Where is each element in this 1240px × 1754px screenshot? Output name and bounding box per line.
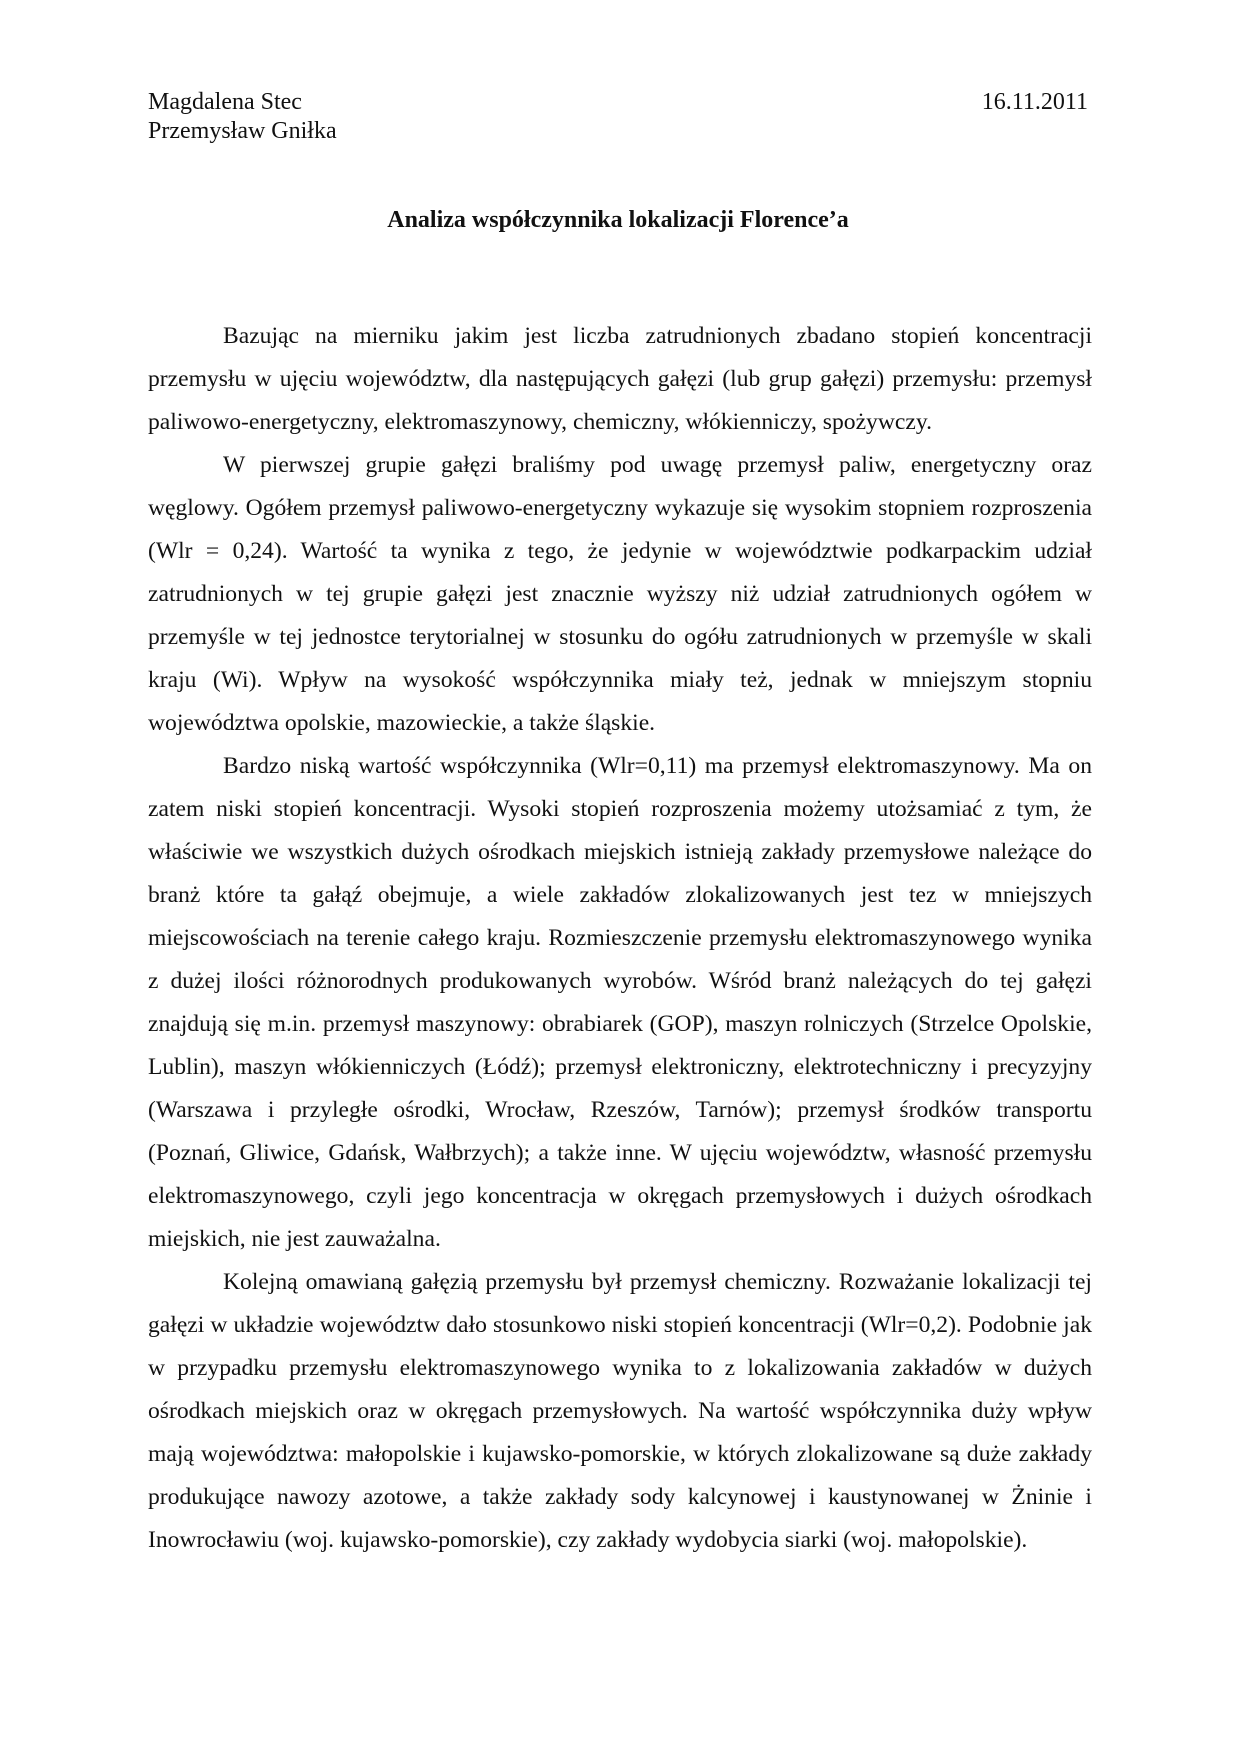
paragraph: Bardzo niską wartość współczynnika (Wlr=0,11) ma przemysł elektromaszynowy. Ma on zatem niski stopień koncentracji. Wysoki stopień rozproszenia możemy utożsamiać z tym, że właściwie we wszystkich dużych ośrodkach miejskich istnieją zakłady przemysłowe należące do branż które ta gałąź obejmuje, a wiele zakładów zlokalizowanych jest tez w mniejszych miejscowościach na terenie całego kraju. Rozmieszczenie przemysłu elektromaszynowego wynika z dużej ilości różnorodnych produkowanych wyrobów. Wśród branż należących do tej gałęzi znajdują się m.in. przemysł maszynowy: obrabiarek (GOP), maszyn rolniczych (Strzelce Opolskie, Lublin), maszyn włókienniczych (Łódź); przemysł elektroniczny, elektrotechniczny i precyzyjny (Warszawa i przyległe ośrodki, Wrocław, Rzeszów, Tarnów); przemysł środków transportu (Poznań, Gliwice, Gdańsk, Wałbrzych); a także inne. W ujęciu województw, własność przemysłu elektromaszynowego, czyli jego koncentracja w okręgach przemysłowych i dużych ośrodkach miejskich, nie jest zauważalna.	[148, 753, 1092, 1252]
paragraph: Kolejną omawianą gałęzią przemysłu był przemysł chemiczny. Rozważanie lokalizacji tej gałęzi w układzie województw dało stosunkowo niski stopień koncentracji (Wlr=0,2). Podobnie jak w przypadku przemysłu elektromaszynowego wynika to z lokalizowania zakładów w dużych ośrodkach miejskich oraz w okręgach przemysłowych. Na wartość współczynnika duży wpływ mają województwa: małopolskie i kujawsko-pomorskie, w których zlokalizowane są duże zakłady produkujące nawozy azotowe, a także zakłady sody kalcynowej i kaustynowanej w Żninie i Inowrocławiu (woj. kujawsko-pomorskie), czy zakłady wydobycia siarki (woj. małopolskie).	[148, 1269, 1092, 1553]
paragraph: W pierwszej grupie gałęzi braliśmy pod uwagę przemysł paliw, energetyczny oraz węglowy. Ogółem przemysł paliwowo-energetyczny wykazuje się wysokim stopniem rozproszenia (Wlr = 0,24). Wartość ta wynika z tego, że jedynie w województwie podkarpackim udział zatrudnionych w tej grupie gałęzi jest znacznie wyższy niż udział zatrudnionych ogółem w przemyśle w tej jednostce terytorialnej w stosunku do ogółu zatrudnionych w przemyśle w skali kraju (Wi). Wpływ na wysokość współczynnika miały też, jednak w mniejszym stopniu województwa opolskie, mazowieckie, a także śląskie.	[148, 452, 1092, 736]
paragraph: Bazując na mierniku jakim jest liczba zatrudnionych zbadano stopień koncentracji przemysłu w ujęciu województw, dla następujących gałęzi (lub grup gałęzi) przemysłu: przemysł paliwowo-energetyczny, elektromaszynowy, chemiczny, włókienniczy, spożywczy.	[148, 323, 1092, 435]
document-title: Analiza współczynnika lokalizacji Florence’a	[387, 207, 849, 233]
author-name: Magdalena Stec	[148, 89, 302, 115]
document-date: 16.11.2011	[981, 89, 1088, 115]
author-name: Przemysław Gniłka	[148, 118, 337, 144]
document-body	[148, 315, 1092, 1562]
document-header	[148, 88, 1088, 146]
